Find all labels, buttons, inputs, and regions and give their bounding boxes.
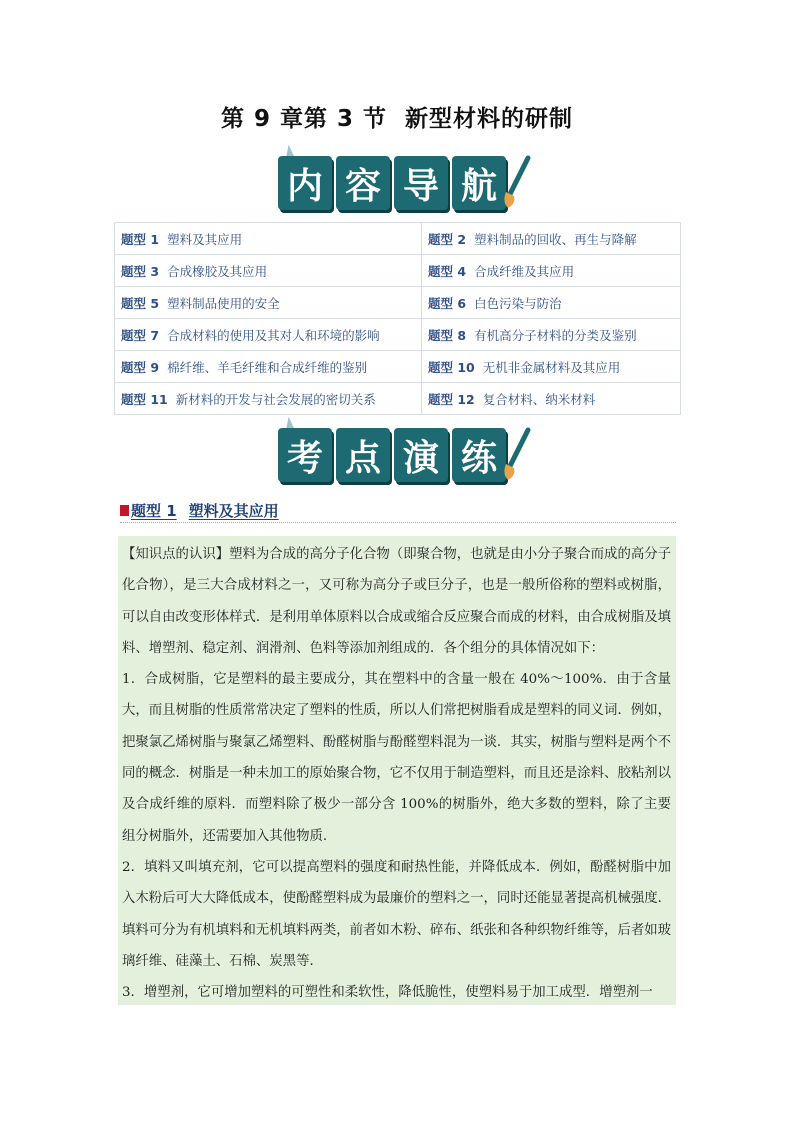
banner-char: 导: [394, 156, 448, 210]
banner-char: 演: [394, 428, 448, 482]
banner-char: 内: [278, 156, 332, 210]
nav-item[interactable]: 题型 12 复合材料、纳米材料: [422, 383, 681, 415]
banner-char: 练: [452, 428, 506, 482]
practice-banner: [268, 422, 526, 484]
section-title: 新型材料的研制: [405, 106, 574, 132]
nav-item[interactable]: 题型 5 塑料制品使用的安全: [115, 287, 422, 319]
banner-char: 航: [452, 156, 506, 210]
brush-icon: [498, 154, 532, 212]
content-nav-banner: [268, 150, 526, 212]
banner-char: 点: [336, 428, 390, 482]
nav-item[interactable]: 题型 1 塑料及其应用: [115, 223, 422, 255]
nav-item[interactable]: 题型 7 合成材料的使用及其对人和环境的影响: [115, 319, 422, 351]
section-heading: [120, 500, 279, 521]
brush-icon: [498, 426, 532, 484]
nav-item[interactable]: 题型 3 合成橡胶及其应用: [115, 255, 422, 287]
nav-item[interactable]: 题型 4 合成纤维及其应用: [422, 255, 681, 287]
nav-item[interactable]: 题型 11 新材料的开发与社会发展的密切关系: [115, 383, 422, 415]
section-heading-text: 题型 1 塑料及其应用: [131, 502, 279, 520]
knowledge-paragraph: 1．合成树脂，它是塑料的最主要成分，其在塑料中的含量一般在 40%～100%．由于含量大，而且树脂的性质常常决定了塑料的性质，所以人们常把树脂看成是塑料的同义词．例如，把聚氯乙烯树脂与聚氯乙烯塑料、酚醛树脂与酚醛塑料混为一谈．其实，树脂与塑料是两个不同的概念．树脂是一种未加工的原始聚合物，它不仅用于制造塑料，而且还是涂料、胶粘剂以及合成纤维的原料．而塑料除了极少一部分含 100%的树脂外，绝大多数的塑料，除了主要组分树脂外，还需要加入其他物质．: [122, 672, 672, 844]
knowledge-paragraph: 【知识点的认识】塑料为合成的高分子化合物（即聚合物，也就是由小分子聚合而成的高分子化合物），是三大合成材料之一，又可称为高分子或巨分子，也是一般所俗称的塑料或树脂，可以自由改变形体样式．是利用单体原料以合成或缩合反应聚合而成的材料，由合成树脂及填料、增塑剂、稳定剂、润滑剂、色料等添加剂组成的．各个组分的具体情况如下：: [122, 547, 672, 656]
nav-item[interactable]: 题型 2 塑料制品的回收、再生与降解: [422, 223, 681, 255]
banner-char: 考: [278, 428, 332, 482]
knowledge-paragraph: 2．填料又叫填充剂，它可以提高塑料的强度和耐热性能，并降低成本．例如，酚醛树脂中加入木粉后可大大降低成本，使酚醛塑料成为最廉价的塑料之一，同时还能显著提高机械强度．填料可分为有机填料和无机填料两类，前者如木粉、碎布、纸张和各种织物纤维等，后者如玻璃纤维、硅藻土、石棉、炭黑等．: [122, 859, 672, 969]
nav-item[interactable]: 题型 6 白色污染与防治: [422, 287, 681, 319]
page-title: [0, 100, 794, 133]
nav-item[interactable]: 题型 9 棉纤维、羊毛纤维和合成纤维的鉴别: [115, 351, 422, 383]
section-divider: [120, 522, 676, 523]
knowledge-box: [118, 536, 676, 1005]
chapter-label: 第 9 章第 3 节: [220, 106, 388, 132]
banner-char: 容: [336, 156, 390, 210]
section-marker-icon: [120, 505, 129, 516]
knowledge-paragraph: 3．增塑剂，它可增加塑料的可塑性和柔软性，降低脆性，使塑料易于加工成型．增塑剂一: [122, 985, 653, 1001]
nav-item[interactable]: 题型 10 无机非金属材料及其应用: [422, 351, 681, 383]
topic-nav-table: [114, 222, 681, 415]
nav-item[interactable]: 题型 8 有机高分子材料的分类及鉴别: [422, 319, 681, 351]
